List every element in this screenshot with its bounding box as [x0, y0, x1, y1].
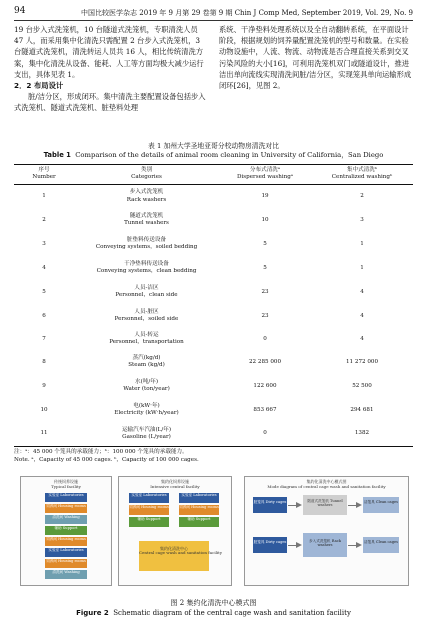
- cell-centralized: 1: [360, 264, 364, 271]
- right-paragraph: 系统、干净垫料处理系统以及全自动翻转系统，在平面设计阶段，根据规划的饲养量配置洗笼机的型号和数量。在实验动物设施中，人流、物流、动物流是否合理直接关系到交叉污染风险的大小[16]，可利用洗笼机双门或隧道设计，推进洁出单向流线实现清洗间脏/洁分区，实现笼具单向运输形成闭环[26]，见图 2。: [219, 25, 412, 91]
- cell-category: 电(kW·年) Electricity (kW·h/year): [114, 402, 179, 417]
- cell-number: 11: [14, 422, 74, 446]
- flow-arrowhead-4: [356, 542, 362, 548]
- figure-caption-cn: 图 2 集约化清洗中心模式图: [170, 599, 257, 607]
- left-paragraph-2: 脏/洁分区，形成闭环。集中清洗主要配置设备包括步入式洗笼机、隧道式洗笼机、脏垫料处理: [14, 92, 206, 113]
- panel-typical-title: 传统饲养设施 Typical facility: [51, 479, 81, 489]
- panel-intensive-title: 集约化饲养设施 Intensive central facility: [150, 479, 200, 489]
- cell-centralized: 3: [360, 216, 364, 223]
- page-number: 94: [14, 6, 26, 16]
- cell-dispersed: 23: [261, 312, 269, 319]
- cell-category: 干净垫料传送设备 Conveying systems，clean bedding: [96, 260, 197, 275]
- figure-caption-en-text: Schematic diagram of the central cage wash and sanitation facility: [113, 609, 351, 617]
- cell-centralized: 2: [360, 192, 364, 199]
- cell-centralized: 1: [360, 240, 364, 247]
- room-b-2: 辅助 Support: [129, 517, 169, 527]
- left-column: [14, 24, 208, 114]
- central-cage-wash-block: 集约化清洗中心 Central cage wash and sanitation facility: [139, 541, 209, 571]
- col-header-centralized: 集中式清洗ᵇ Centralized washingᵇ: [311, 165, 413, 185]
- room-a-3: 辅助 Support: [45, 526, 87, 535]
- rack-washer-box: 步入式洗笼机 Rack washers: [303, 533, 347, 557]
- cell-dispersed: 853 667: [253, 406, 277, 413]
- cell-category: 蒸汽(kg/d) Steam (kg/d): [128, 354, 165, 369]
- cell-number: 9: [42, 382, 46, 389]
- room-b-0: 实验室 Laboratories: [129, 493, 169, 503]
- table-row: [14, 232, 413, 256]
- cell-number: 4: [42, 264, 46, 271]
- col-header-dispersed: 分布式清洗ᵃ Dispersed washingᵃ: [219, 165, 311, 185]
- col-header-categories: 类别 Categories: [74, 165, 219, 185]
- flow-arrowhead-3: [296, 542, 302, 548]
- cell-category: 人员-洁区 Personnel，clean side: [115, 284, 178, 299]
- table-row: [14, 256, 413, 280]
- cell-number: 2: [42, 216, 46, 223]
- cell-category: 隧道式洗笼机 Tunnel washers: [124, 212, 169, 227]
- header-rule: [14, 20, 413, 21]
- room-a-7: 清洗间 Washing: [45, 570, 87, 579]
- cell-dispersed: 22 285 000: [248, 358, 282, 365]
- comparison-table: [14, 164, 413, 447]
- right-column: [219, 24, 413, 91]
- tunnel-washer-box: 隧道式洗笼机 Tunnel washers: [303, 495, 347, 515]
- dirty-cages-box-1: 脏笼具 Dirty cages: [253, 497, 287, 513]
- cell-centralized: 52 500: [352, 382, 372, 389]
- cell-number: 5: [42, 288, 46, 295]
- room-a-6: 饲养间 Housing rooms: [45, 559, 87, 568]
- table-row: [14, 304, 413, 328]
- cell-number: 8: [42, 358, 46, 365]
- clean-cages-box-1: 洁笼具 Clean cages: [363, 497, 399, 513]
- cell-dispersed: 0: [219, 422, 311, 446]
- figure-caption-en: [0, 608, 427, 618]
- cell-category: 人员-脏区 Personnel，soiled side: [114, 308, 179, 323]
- panel-typical-facility: [20, 476, 112, 586]
- panel-intensive-facility: [118, 476, 232, 586]
- table-note-en: Note. ᵃ，Capacity of 45 000 cages. ᵇ，Capacity of 100 000 cages.: [14, 457, 199, 463]
- table-row: [14, 350, 413, 374]
- cell-dispersed: 10: [261, 216, 269, 223]
- table-row: [14, 374, 413, 398]
- room-b-5: 辅助 Support: [179, 517, 219, 527]
- cell-number: 3: [42, 240, 46, 247]
- table-row: [14, 422, 413, 446]
- panel-flow-title: 集约化清洗中心模式图 Mode diagram of central cage wash and sanitation facility: [267, 479, 386, 489]
- room-a-0: 实验室 Laboratories: [45, 493, 87, 502]
- table-row: [14, 208, 413, 232]
- cell-dispersed: 0: [263, 335, 267, 342]
- cell-category: 水(吨/年) Water (ton/year): [123, 378, 170, 393]
- dirty-cages-box-2: 脏笼具 Dirty cages: [253, 537, 287, 553]
- cell-centralized: 4: [360, 312, 364, 319]
- cell-number: 1: [42, 192, 46, 199]
- room-b-1: 饲养间 Housing rooms: [129, 505, 169, 515]
- table-note-cn: 注：ᵃ：45 000 个笼具的承载能力；ᵇ：100 000 个笼具的承载能力。: [14, 449, 188, 455]
- page-header: [14, 6, 413, 20]
- clean-cages-box-2: 洁笼具 Clean cages: [363, 537, 399, 553]
- table-caption-cn: 表 1 加州大学圣地亚哥分校动物房清洗对比: [148, 142, 279, 150]
- cell-category: 人员-转运 Personnel，transportation: [109, 331, 184, 346]
- cell-centralized: 1382: [311, 422, 413, 446]
- col-header-number: 序号 Number: [14, 165, 74, 185]
- figure-label: Figure 2: [76, 609, 109, 617]
- flow-arrowhead-2: [356, 502, 362, 508]
- cell-dispersed: 19: [261, 192, 269, 199]
- figure-caption: [0, 598, 427, 618]
- cell-dispersed: 23: [261, 288, 269, 295]
- left-paragraph-1: 19 台步入式洗笼机，10 台隧道式洗笼机，专职清洗人员 47 人，而采用集中化清洗只需配置 2 台步入式洗笼机，3 台隧道式洗笼机，清洗转运人员共 16 人，相比传统清洗方案，集中化清洗从设备、能耗、人工等方面均极大减少运行支出，具体见表 1。: [14, 25, 204, 79]
- table-header-row: [14, 165, 413, 185]
- cell-centralized: 4: [360, 288, 364, 295]
- cell-dispersed: 5: [263, 264, 267, 271]
- table-caption-en: [0, 151, 427, 160]
- table-caption-en-text: Comparison of the details of animal room cleaning in University of California，San Diego: [75, 151, 384, 159]
- table-row: [14, 184, 413, 208]
- room-b-4: 饲养间 Housing rooms: [179, 505, 219, 515]
- table-caption: [0, 142, 427, 160]
- room-a-1: 饲养间 Housing rooms: [45, 504, 87, 513]
- cell-number: 6: [42, 312, 46, 319]
- section-heading: 2．2 布局设计: [14, 81, 64, 91]
- table-notes: [14, 448, 413, 464]
- cell-centralized: 4: [360, 335, 364, 342]
- cell-number: 7: [42, 335, 46, 342]
- table-row: [14, 280, 413, 304]
- cell-centralized: 294 681: [350, 406, 374, 413]
- cell-dispersed: 122 600: [253, 382, 277, 389]
- room-b-3: 实验室 Laboratories: [179, 493, 219, 503]
- cell-category: 运输汽车汽油(L/年) Gasoline (L/year): [74, 422, 219, 446]
- room-a-5: 实验室 Laboratories: [45, 548, 87, 557]
- cell-category: 脏垫料传送设备 Conveying systems，soiled bedding: [95, 236, 198, 251]
- room-a-2: 清洗间 Washing: [45, 515, 87, 524]
- cell-dispersed: 5: [263, 240, 267, 247]
- cell-category: 步入式洗笼机 Rack washers: [126, 189, 167, 203]
- panel-central-flow: [244, 476, 409, 586]
- cell-centralized: 11 272 000: [345, 358, 379, 365]
- cell-number: 10: [40, 406, 48, 413]
- table-label: Table 1: [43, 151, 71, 159]
- figure-2: [14, 474, 413, 594]
- journal-running-head: 中国比较医学杂志 2019 年 9 月第 29 卷第 9 期 Chin J Comp Med, September 2019, Vol. 29, No. 9: [81, 9, 413, 17]
- flow-arrowhead-1: [296, 502, 302, 508]
- table-row: [14, 328, 413, 350]
- table-row: [14, 398, 413, 422]
- room-a-4: 饲养间 Housing rooms: [45, 537, 87, 546]
